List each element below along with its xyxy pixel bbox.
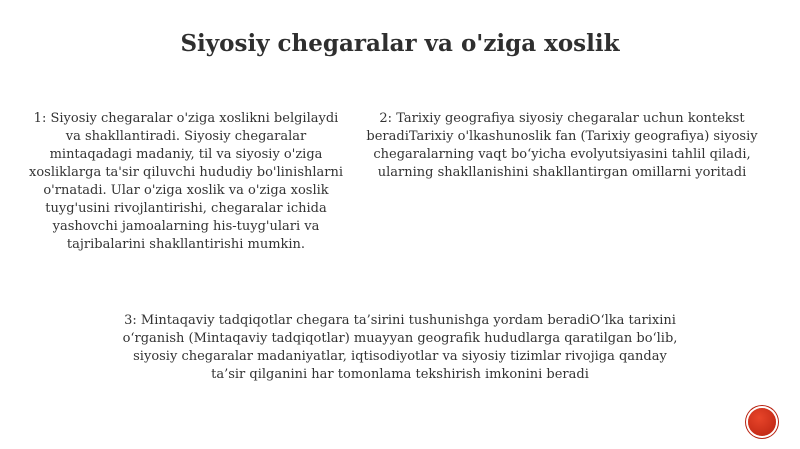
paragraph-3: 3: Mintaqaviy tadqiqotlar chegara ta’sirini tushunishga yordam beradiO‘lka tarixini o‘rganish (Mintaqaviy tadqiqotlar) muayyan geografik hududlarga qaratilgan bo‘lib, siyosiy chegaralar madaniyatlar, iqtisodiyotlar va siyosiy tizimlar rivojiga qanday ta’sir qilganini har tomonlama tekshirish imkonini beradi: [122, 313, 678, 382]
paragraph-2: 2: Tarixiy geografiya siyosiy chegaralar uchun kontekst beradiTarixiy o'lkashunoslik fan (Tarixiy geografiya) siyosiy chegaralarning vaqt bo‘yicha evolyutsiyasini tahlil qiladi, ularning shakllanishini shakllantirgan omillarni yoritadi: [366, 111, 758, 180]
next-slide-button[interactable]: [748, 408, 776, 436]
paragraph-1: 1: Siyosiy chegaralar o'ziga xoslikni belgilaydi va shakllantiradi. Siyosiy chegaralar mintaqadagi madaniy, til va siyosiy o'ziga xosliklarga ta'sir qiluvchi hududiy bo'linishlarni o'rnatadi. Ular o'ziga xoslik va o'ziga xoslik tuyg'usini rivojlantirishi, chegaralar ichida yashovchi jamoalarning his-tuyg'ulari va tajribalarini shakllantirishi mumkin.: [28, 111, 344, 252]
slide-title: Siyosiy chegaralar va o'ziga xoslik: [180, 30, 620, 57]
